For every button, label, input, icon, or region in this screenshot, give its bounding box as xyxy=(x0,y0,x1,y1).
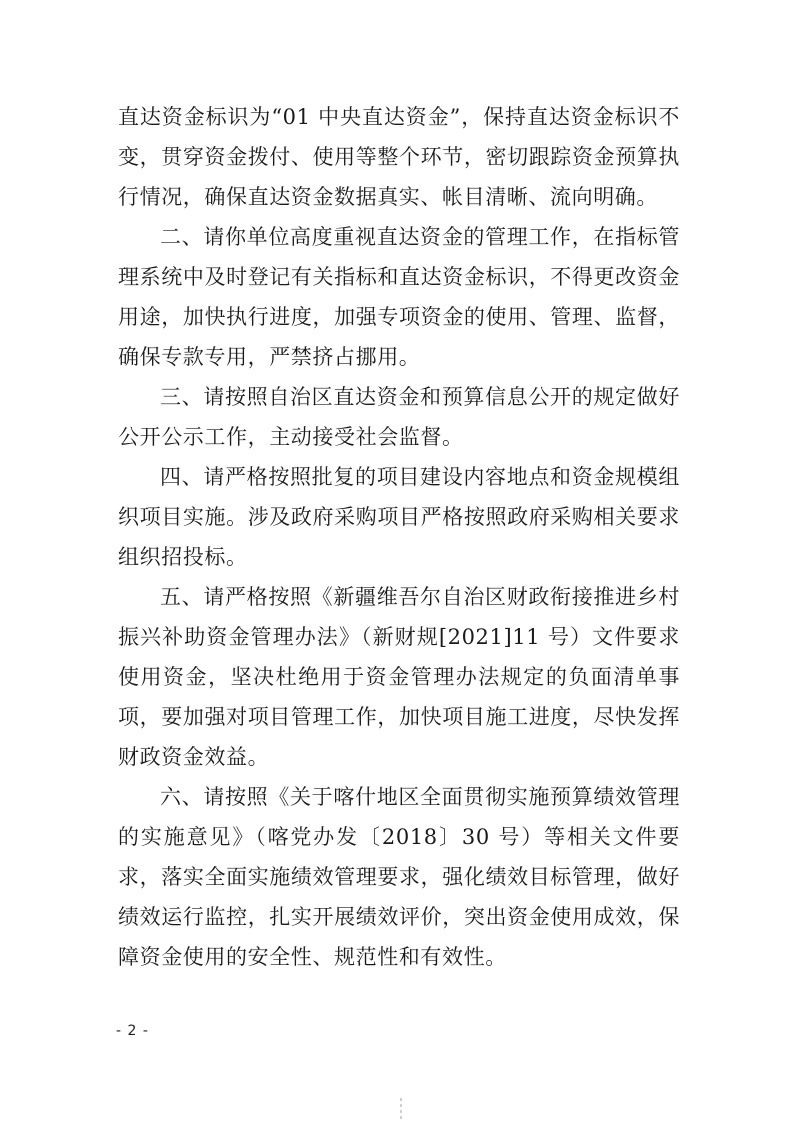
scan-fold-mark xyxy=(400,1098,402,1120)
document-body xyxy=(118,97,680,977)
paragraph-item-3: 三、请按照自治区直达资金和预算信息公开的规定做好公开公示工作，主动接受社会监督。 xyxy=(118,385,680,449)
paragraph-continuation: 直达资金标识为“01 中央直达资金”，保持直达资金标识不变，贯穿资金拨付、使用等整个环节，密切跟踪资金预算执行情况，确保直达资金数据真实、帐目清晰、流向明确。 xyxy=(118,105,680,209)
page-number: - 2 - xyxy=(116,1023,149,1039)
paragraph-item-2: 二、请你单位高度重视直达资金的管理工作，在指标管理系统中及时登记有关指标和直达资金标识，不得更改资金用途，加快执行进度，加强专项资金的使用、管理、监督，确保专款专用，严禁挤占挪用。 xyxy=(118,225,680,369)
paragraph-item-6: 六、请按照《关于喀什地区全面贯彻实施预算绩效管理的实施意见》（喀党办发〔2018〕30 号）等相关文件要求，落实全面实施绩效管理要求，强化绩效目标管理，做好绩效运行监控，扎实开展绩效评价，突出资金使用成效，保障资金使用的安全性、规范性和有效性。 xyxy=(118,785,680,969)
paragraph-item-5: 五、请严格按照《新疆维吾尔自治区财政衔接推进乡村振兴补助资金管理办法》（新财规[2021]11 号）文件要求使用资金，坚决杜绝用于资金管理办法规定的负面清单事项，要加强对项目管理工作，加快项目施工进度，尽快发挥财政资金效益。 xyxy=(118,585,680,769)
paragraph-item-4: 四、请严格按照批复的项目建设内容地点和资金规模组织项目实施。涉及政府采购项目严格按照政府采购相关要求组织招投标。 xyxy=(118,465,680,569)
